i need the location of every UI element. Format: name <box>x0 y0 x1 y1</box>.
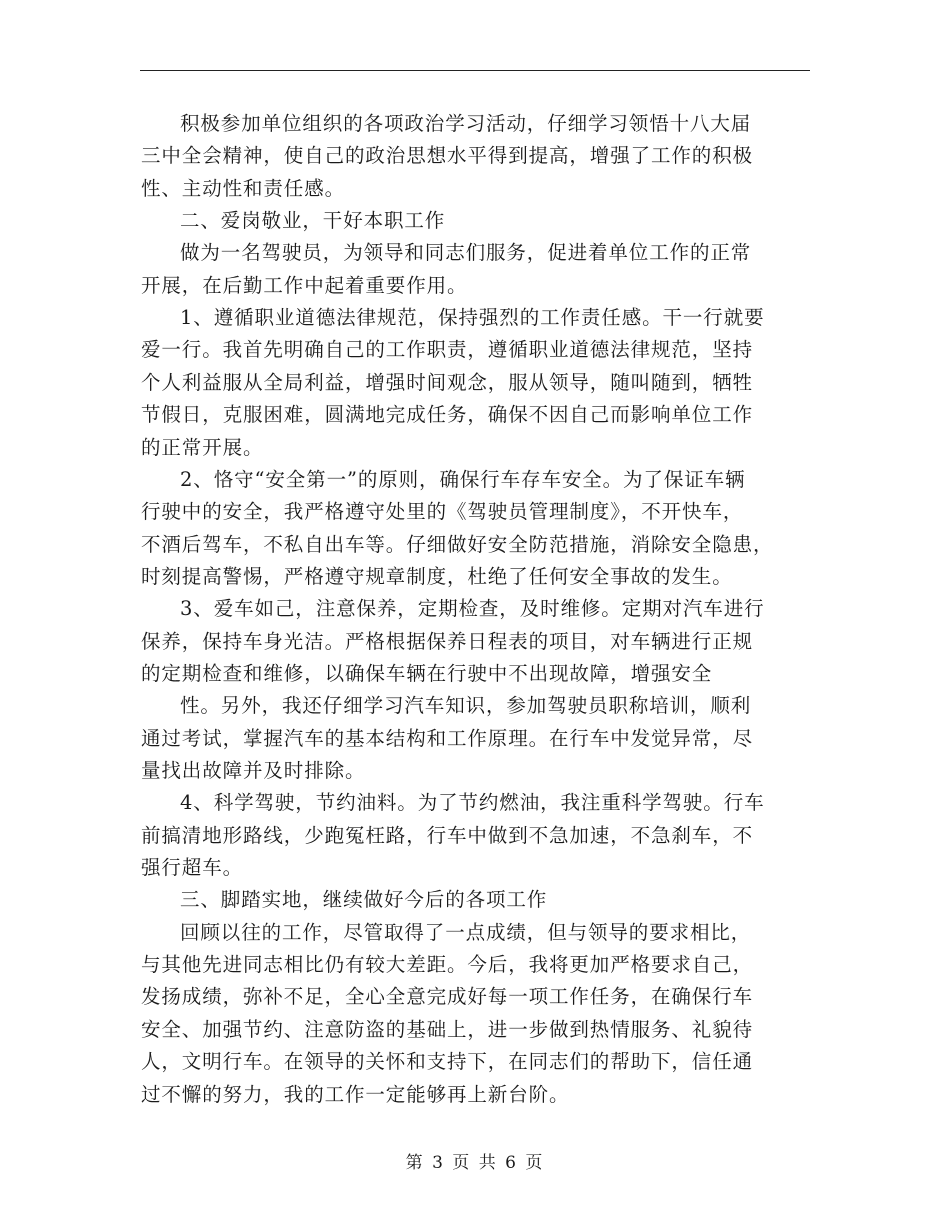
text-line: 个人利益服从全局利益，增强时间观念，服从领导，随叫随到，牺牲 <box>141 371 754 394</box>
text-line: 1、遵循职业道德法律规范，保持强烈的工作责任感。干一行就要 <box>180 306 765 329</box>
text-line: 开展，在后勤工作中起着重要作用。 <box>141 274 468 297</box>
text-line: 过不懈的努力，我的工作一定能够再上新台阶。 <box>141 1083 570 1106</box>
text-line: 通过考试，掌握汽车的基本结构和工作原理。在行车中发觉异常，尽 <box>141 727 754 750</box>
text-line: 发扬成绩，弥补不足，全心全意完成好每一项工作任务，在确保行车 <box>141 985 754 1008</box>
text-line: 性、主动性和责任感。 <box>141 177 346 200</box>
text-line: 爱一行。我首先明确自己的工作职责，遵循职业道德法律规范，坚持 <box>141 338 754 361</box>
text-line: 做为一名驾驶员，为领导和同志们服务，促进着单位工作的正常 <box>180 241 752 264</box>
text-line: 时刻提高警惕，严格遵守规章制度，杜绝了任何安全事故的发生。 <box>141 565 733 588</box>
text-line: 节假日，克服困难，圆满地完成任务，确保不因自己而影响单位工作 <box>141 403 754 426</box>
text-line: 三、脚踏实地，继续做好今后的各项工作 <box>180 888 548 911</box>
text-line: 3、爱车如己，注意保养，定期检查，及时维修。定期对汽车进行 <box>180 597 765 620</box>
text-line: 不酒后驾车，不私自出车等。仔细做好安全防范措施，消除安全隐患， <box>141 533 774 556</box>
text-line: 的定期检查和维修，以确保车辆在行驶中不出现故障，增强安全 <box>141 662 713 685</box>
text-line: 回顾以往的工作，尽管取得了一点成绩，但与领导的要求相比， <box>180 921 752 944</box>
text-line: 量找出故障并及时排除。 <box>141 759 366 782</box>
page-footer: 第 3 页 共 6 页 <box>405 1153 545 1173</box>
text-line: 强行超车。 <box>141 856 244 879</box>
header-rule <box>140 70 810 71</box>
text-line: 行驶中的安全，我严格遵守处里的《驾驶员管理制度》，不开快车， <box>141 500 744 523</box>
text-line: 与其他先进同志相比仍有较大差距。今后，我将更加严格要求自己， <box>141 953 754 976</box>
text-line: 4、科学驾驶，节约油料。为了节约燃油，我注重科学驾驶。行车 <box>180 791 765 814</box>
text-line: 二、爱岗敬业，干好本职工作 <box>180 209 446 232</box>
text-line: 保养，保持车身光洁。严格根据保养日程表的项目，对车辆进行正规 <box>141 630 754 653</box>
text-line: 性。另外，我还仔细学习汽车知识，参加驾驶员职称培训，顺利 <box>180 694 752 717</box>
text-line: 人，文明行车。在领导的关怀和支持下，在同志们的帮助下，信任通 <box>141 1050 754 1073</box>
text-line: 三中全会精神，使自己的政治思想水平得到提高，增强了工作的积极 <box>141 144 754 167</box>
text-line: 2、恪守“安全第一”的原则，确保行车存车安全。为了保证车辆 <box>180 468 746 491</box>
text-line: 安全、加强节约、注意防盗的基础上，进一步做到热情服务、礼貌待 <box>141 1018 754 1041</box>
text-line: 的正常开展。 <box>141 436 264 459</box>
text-line: 积极参加单位组织的各项政治学习活动，仔细学习领悟十八大届 <box>180 112 752 135</box>
text-line: 前搞清地形路线，少跑冤枉路，行车中做到不急加速，不急刹车，不 <box>141 824 754 847</box>
